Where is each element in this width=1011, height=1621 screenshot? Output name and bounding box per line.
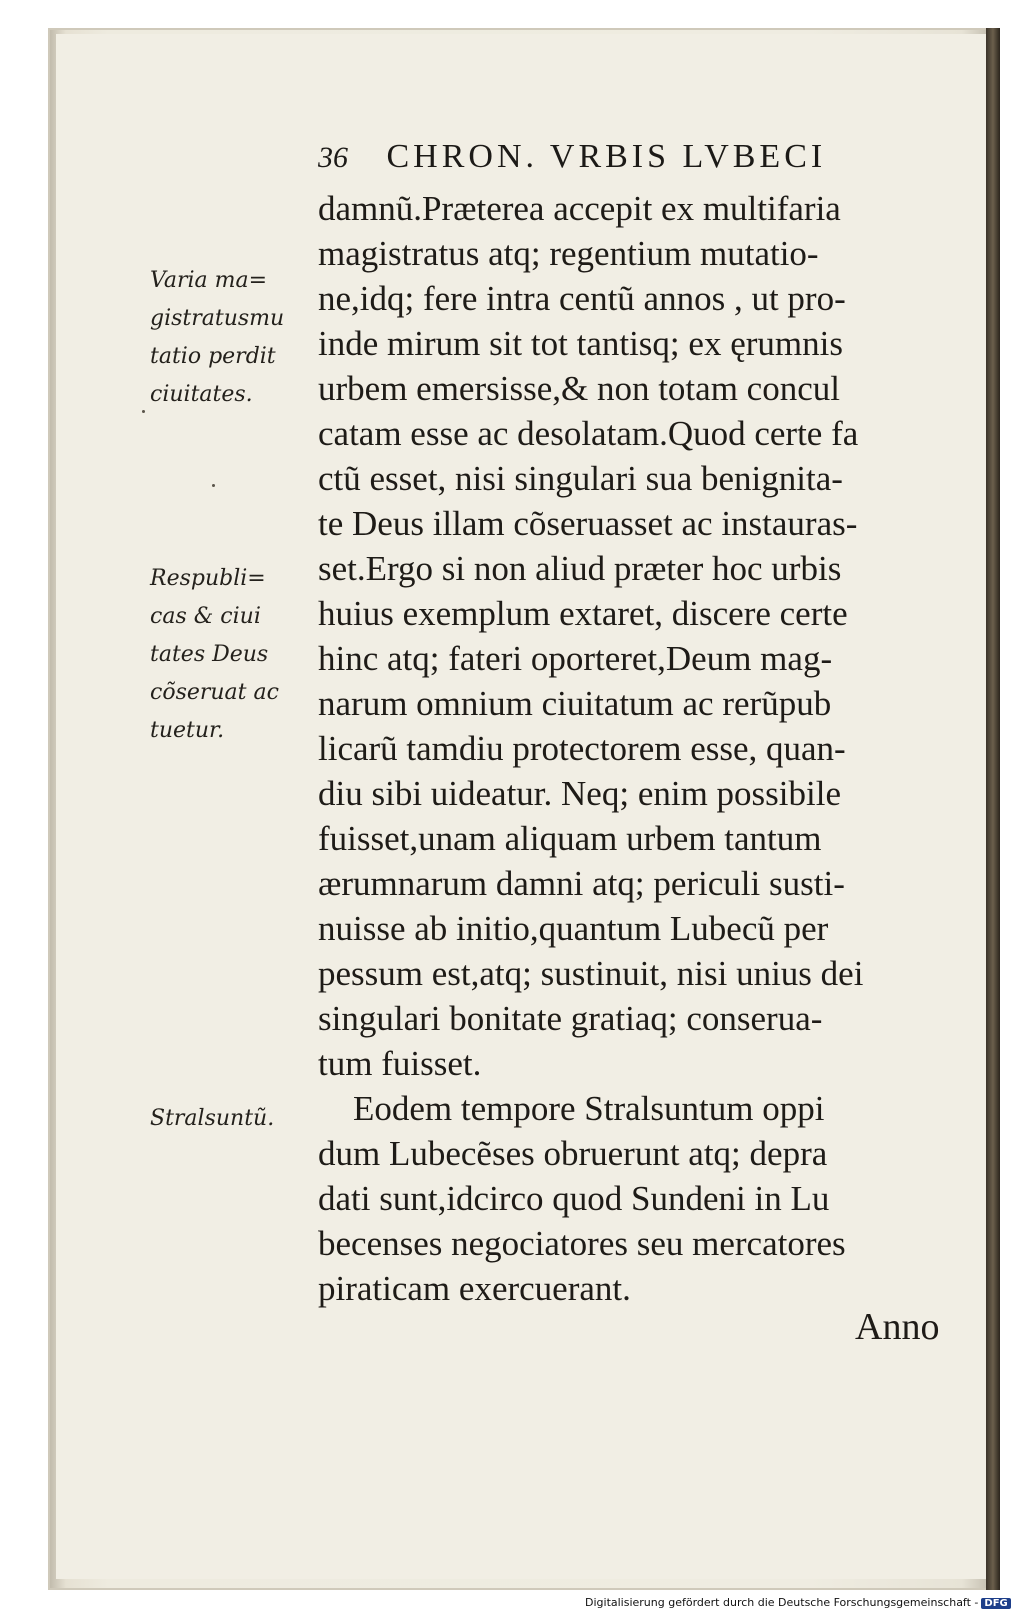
dfg-logo: DFG [981, 1598, 1010, 1609]
text-line: narum omnium ciuitatum ac rerũpub [318, 684, 832, 723]
footer-text: Digitalisierung gefördert durch die Deutsche Forschungsgemeinschaft - [585, 1596, 979, 1609]
text-line: hinc atq; fateri oporteret,Deum mag- [318, 639, 833, 678]
text-line: fuisset,unam aliquam urbem tantum [318, 819, 822, 858]
text-line: singulari bonitate gratiaq; conserua- [318, 999, 823, 1038]
text-line: nuisse ab initio,quantum Lubecũ per [318, 909, 829, 948]
marginal-line: ciuitates. [150, 382, 253, 407]
catchword: Anno [855, 1306, 940, 1348]
marginal-line: Varia ma= [150, 268, 268, 293]
text-line: set.Ergo si non aliud præter hoc urbis [318, 549, 842, 588]
marginal-line: gistratusmu [150, 306, 285, 331]
marginal-note-2 [150, 560, 325, 750]
text-line: dum Lubecẽses obruerunt atq; depra [318, 1134, 828, 1173]
running-title: CHRON. VRBIS LVBECI [386, 138, 827, 175]
text-line: pessum est,atq; sustinuit, nisi unius dei [318, 954, 864, 993]
marginal-line: tates Deus [150, 642, 269, 667]
marginal-line: Respubli= [150, 566, 266, 591]
text-line: magistratus atq; regentium mutatio- [318, 234, 819, 273]
text-line: piraticam exercuerant. [318, 1269, 631, 1308]
page-number: 36 [318, 141, 348, 174]
text-line: huius exemplum extaret, discere certe [318, 594, 848, 633]
text-line: diu sibi uideatur. Neq; enim possibile [318, 774, 842, 813]
funding-footer [585, 1596, 1011, 1609]
text-line: dati sunt,idcirco quod Sundeni in Lu [318, 1179, 830, 1218]
text-line: damnũ.Præterea accepit ex multifaria [318, 189, 841, 228]
book-edge [986, 28, 1000, 1590]
marginal-line: cas & ciui [150, 604, 261, 629]
text-line: catam esse ac desolatam.Quod certe fa [318, 414, 859, 453]
ink-speck [142, 410, 145, 413]
marginal-line: tatio perdit [150, 344, 276, 369]
marginal-line: tuetur. [150, 718, 225, 743]
text-line: becenses negociatores seu mercatores [318, 1224, 846, 1263]
marginal-line: Stralsuntũ. [150, 1106, 275, 1131]
marginal-note-3 [150, 1100, 325, 1138]
text-line: ærumnarum damni atq; periculi susti- [318, 864, 845, 903]
ink-speck [212, 484, 215, 487]
text-line: ne,idq; fere intra centũ annos , ut pro- [318, 279, 846, 318]
running-header [318, 138, 958, 176]
text-line: urbem emersisse,& non totam concul [318, 369, 840, 408]
text-line: licarũ tamdiu protectorem esse, quan- [318, 729, 846, 768]
text-line: tum fuisset. [318, 1044, 482, 1083]
marginal-line: cõseruat ac [150, 680, 279, 705]
main-text-block [318, 186, 978, 1311]
text-line: ctũ esset, nisi singulari sua benignita- [318, 459, 843, 498]
text-line: Eodem tempore Stralsuntum oppi [318, 1089, 825, 1128]
text-line: inde mirum sit tot tantisq; ex ęrumnis [318, 324, 843, 363]
text-line: te Deus illam cõseruasset ac instauras- [318, 504, 858, 543]
marginal-note-1 [150, 262, 325, 414]
